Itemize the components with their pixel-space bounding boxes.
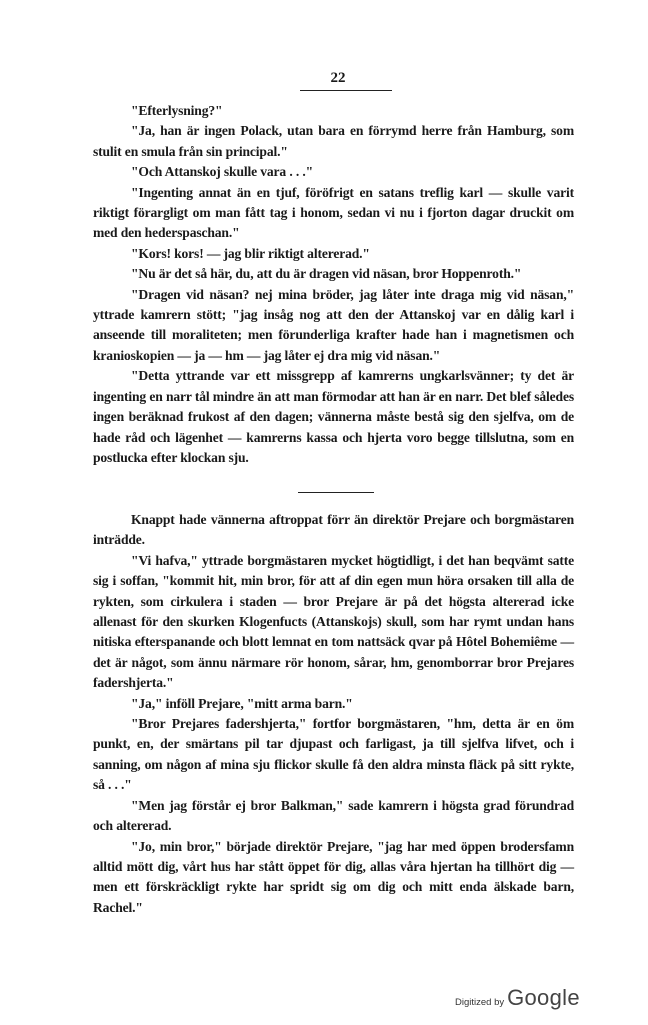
- paragraph: Knappt hade vännerna aftroppat förr än direktör Prejare och borgmästaren inträdde.: [93, 512, 574, 548]
- text-block-2: [93, 510, 574, 918]
- page-number: 22: [330, 70, 346, 86]
- paragraph: "Bror Prejares fadershjerta," fortfor borgmästaren, "hm, detta är en öm punkt, en, der smärtans pil tar djupast och farligast, ja till sjelfva lifvet, och i sanning, om någon af mina sju flickor skulle få den aldra minsta fläck på sitt rykte, så . . .": [93, 716, 574, 793]
- page-number-rule: [300, 90, 392, 91]
- paragraph: "Dragen vid näsan? nej mina bröder, jag låter inte draga mig vid näsan," yttrade kamrern stött; "jag insåg nog att den der Attanskoj var en dålig karl i anseende till moraliteten; men förunderliga krafter hade han i magnetismen och kranioskopien — ja — hm — jag låter ej dra mig vid näsan.": [93, 286, 574, 363]
- paragraph: "Jo, min bror," började direktör Prejare, "jag har med öppen brodersfamn alltid mött dig, vårt hus har stått öppet för dig, allas våra hjertan ha tillhört dig — men ett förskräckligt rykte har spridt sig om dig och mitt enda älskade barn, Rachel.": [93, 838, 574, 915]
- paragraph: "Efterlysning?": [131, 103, 223, 118]
- paragraph: "Kors! kors! — jag blir riktigt altererad.": [131, 245, 370, 261]
- section-separator: [298, 492, 374, 493]
- digitized-by-text: Digitized by: [455, 997, 505, 1008]
- paragraph: "Ja," inföll Prejare, "mitt arma barn.": [131, 695, 353, 711]
- paragraph: "Men jag förstår ej bror Balkman," sade kamrern i högsta grad förundrad och altererad.: [93, 797, 574, 834]
- text-block-1: [93, 101, 574, 468]
- google-logo: Google: [507, 985, 580, 1010]
- paragraph: "Ja, han är ingen Polack, utan bara en förrymd herre från Hamburg, som stulit en smula från sin principal.": [93, 123, 574, 159]
- paragraph: "Nu är det så här, du, att du är dragen vid näsan, bror Hoppenroth.": [131, 266, 522, 282]
- digitized-by-watermark: [455, 985, 580, 1011]
- paragraph: "Och Attanskoj skulle vara . . .": [131, 164, 313, 180]
- paragraph: "Detta yttrande var ett missgrepp af kamrerns ungkarlsvänner; ty det är ingenting en narr tål mindre än att man förmodar att han är en narr. Det blef således ingen beräknad frukost af den dagen; vännerna måste bestå sig den sjelfva, om de hade råd och lägenhet — kamrerns kassa och hjerta voro begge tillslutna, som en postlucka efter klockan sju.: [93, 368, 574, 465]
- paragraph: "Vi hafva," yttrade borgmästaren mycket högtidligt, i det han beqvämt satte sig i soffan, "kommit hit, min bror, för att af din egen mun höra orsaken till alla de rykten, som cirkulera i staden — bror Prejare är på det högsta altererad icke allenast för den skurken Klogenfucts (Attanskojs) skull, som har rymt undan hans nitiska efterspanande och blott lemnat en tom nattsäck qvar på Hôtel Bohemiême — det är något, som ännu närmare rör honom, sårar, hm, genomborrar bror Prejares fadershjerta.": [93, 552, 574, 691]
- paragraph: "Ingenting annat än en tjuf, föröfrigt en satans treflig karl — skulle varit riktigt förargligt om man fått tag i honom, sedan vi nu i fjorton dagar druckit om med den hederspaschan.": [93, 184, 574, 241]
